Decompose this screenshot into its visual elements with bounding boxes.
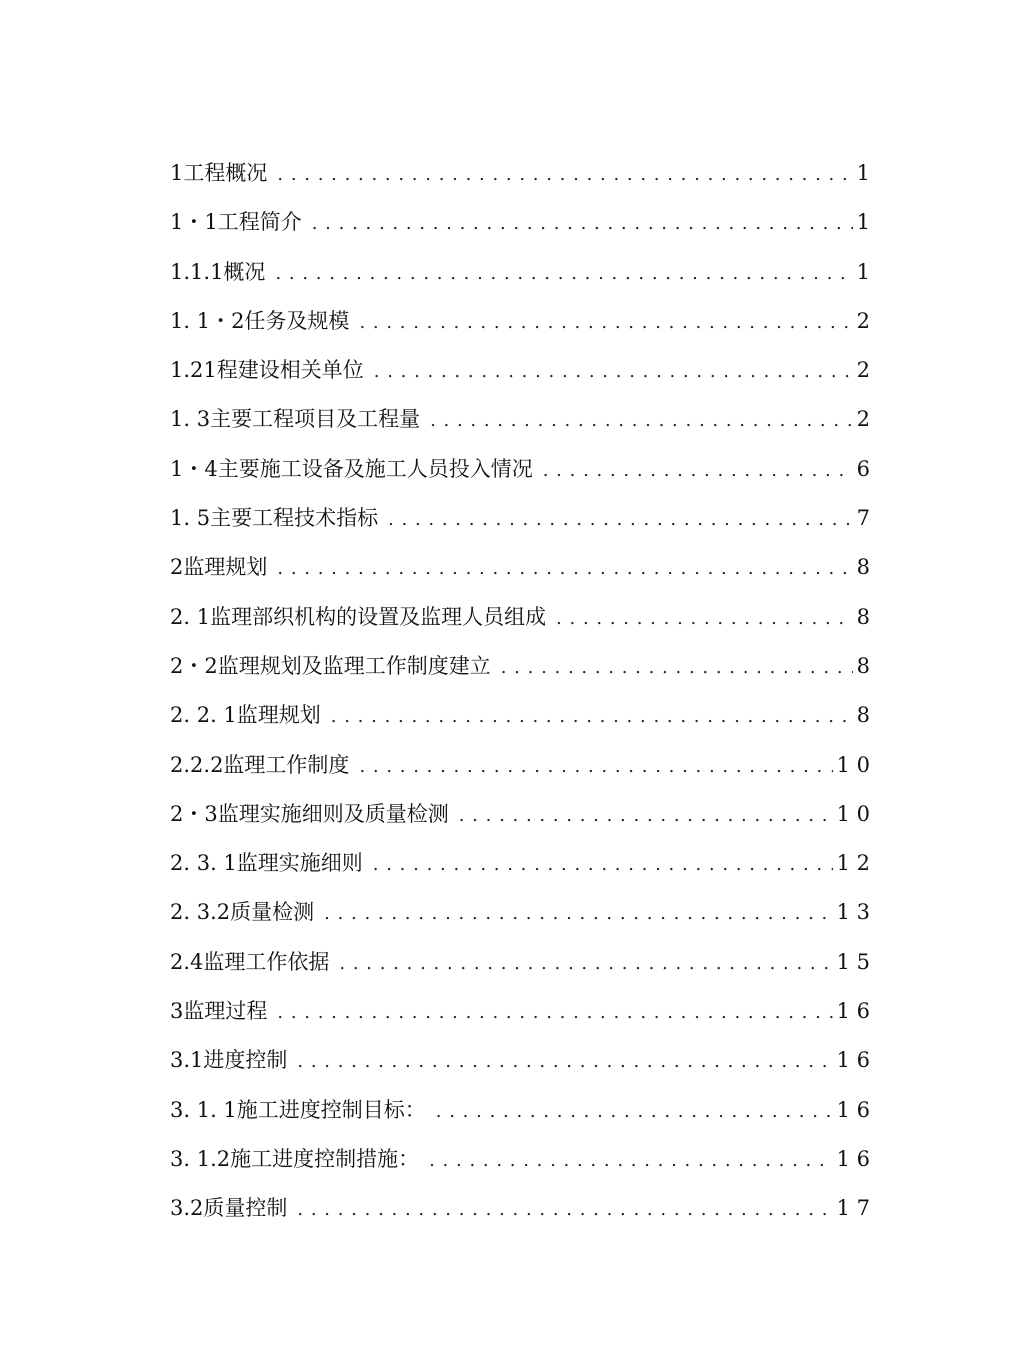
toc-dot-leader bbox=[388, 500, 853, 540]
toc-dot-leader bbox=[459, 796, 833, 836]
toc-entry-13[interactable] bbox=[170, 794, 870, 843]
toc-entry-0[interactable] bbox=[170, 153, 870, 202]
toc-entry-title: 3. 1.2施工进度控制措施： bbox=[170, 1146, 420, 1171]
toc-entry-page: 1 5 bbox=[836, 949, 870, 974]
toc-entry-page: 1 2 bbox=[836, 851, 870, 876]
toc-entry-title: 2・2监理规划及监理工作制度建立 bbox=[170, 653, 491, 678]
toc-entry-title: 3. 1. 1施工进度控制目标： bbox=[170, 1097, 426, 1122]
toc-dot-leader bbox=[429, 1141, 832, 1181]
toc-entry-title: 2. 1监理部织机构的设置及监理人员组成 bbox=[170, 604, 547, 629]
toc-entry-page: 1 6 bbox=[836, 1146, 870, 1171]
toc-entry-title: 2. 2. 1监理规划 bbox=[170, 703, 321, 728]
toc-entry-page: 1 bbox=[856, 210, 870, 235]
toc-dot-leader bbox=[436, 1092, 833, 1132]
toc-dot-leader bbox=[359, 747, 832, 787]
toc-entry-19[interactable] bbox=[170, 1090, 870, 1139]
toc-entry-title: 3监理过程 bbox=[170, 999, 268, 1024]
toc-dot-leader bbox=[373, 845, 833, 885]
table-of-contents bbox=[170, 153, 870, 1238]
toc-dot-leader bbox=[430, 401, 853, 441]
toc-entry-page: 1 6 bbox=[836, 1048, 870, 1073]
toc-entry-title: 2.4监理工作依据 bbox=[170, 949, 330, 974]
toc-entry-page: 8 bbox=[856, 555, 870, 580]
toc-entry-title: 1.21程建设相关单位 bbox=[170, 358, 364, 383]
toc-entry-title: 1. 3主要工程项目及工程量 bbox=[170, 407, 421, 432]
toc-entry-page: 8 bbox=[856, 653, 870, 678]
toc-entry-14[interactable] bbox=[170, 843, 870, 892]
toc-entry-page: 2 bbox=[856, 407, 870, 432]
toc-dot-leader bbox=[331, 697, 853, 737]
toc-entry-9[interactable] bbox=[170, 597, 870, 646]
toc-entry-20[interactable] bbox=[170, 1139, 870, 1188]
toc-entry-page: 1 0 bbox=[836, 801, 870, 826]
toc-dot-leader bbox=[359, 303, 852, 343]
toc-entry-7[interactable] bbox=[170, 498, 870, 547]
toc-entry-12[interactable] bbox=[170, 745, 870, 794]
toc-dot-leader bbox=[374, 352, 853, 392]
toc-entry-page: 8 bbox=[856, 703, 870, 728]
toc-dot-leader bbox=[277, 993, 832, 1033]
toc-entry-title: 1工程概况 bbox=[170, 161, 268, 185]
toc-entry-page: 1 3 bbox=[836, 900, 870, 925]
toc-entry-3[interactable] bbox=[170, 301, 870, 350]
toc-dot-leader bbox=[324, 894, 832, 934]
toc-dot-leader bbox=[339, 944, 832, 984]
toc-dot-leader bbox=[297, 1190, 832, 1230]
toc-entry-title: 2・3监理实施细则及质量检测 bbox=[170, 801, 449, 826]
toc-entry-17[interactable] bbox=[170, 991, 870, 1040]
toc-entry-2[interactable] bbox=[170, 252, 870, 301]
toc-entry-page: 2 bbox=[856, 308, 870, 333]
toc-dot-leader bbox=[543, 451, 853, 491]
toc-entry-title: 2监理规划 bbox=[170, 555, 268, 580]
toc-entry-title: 1.1.1概况 bbox=[170, 259, 266, 284]
toc-entry-page: 7 bbox=[856, 506, 870, 531]
toc-entry-16[interactable] bbox=[170, 942, 870, 991]
toc-entry-page: 1 bbox=[856, 161, 870, 185]
toc-dot-leader bbox=[297, 1042, 832, 1082]
toc-entry-10[interactable] bbox=[170, 646, 870, 695]
toc-entry-5[interactable] bbox=[170, 399, 870, 448]
toc-entry-title: 1・1工程简介 bbox=[170, 210, 302, 235]
toc-entry-15[interactable] bbox=[170, 892, 870, 941]
toc-dot-leader bbox=[275, 254, 852, 294]
toc-entry-page: 1 7 bbox=[836, 1196, 870, 1221]
toc-entry-page: 1 bbox=[856, 259, 870, 284]
toc-entry-page: 2 bbox=[856, 358, 870, 383]
toc-entry-page: 1 6 bbox=[836, 999, 870, 1024]
toc-entry-21[interactable] bbox=[170, 1188, 870, 1237]
toc-dot-leader bbox=[277, 155, 852, 195]
toc-entry-8[interactable] bbox=[170, 547, 870, 596]
toc-entry-page: 1 6 bbox=[836, 1097, 870, 1122]
toc-dot-leader bbox=[312, 204, 853, 244]
toc-entry-6[interactable] bbox=[170, 449, 870, 498]
toc-entry-title: 1. 1・2任务及规模 bbox=[170, 308, 350, 333]
toc-entry-title: 1. 5主要工程技术指标 bbox=[170, 506, 379, 531]
toc-entry-title: 1・4主要施工设备及施工人员投入情况 bbox=[170, 456, 533, 481]
toc-entry-title: 2.2.2监理工作制度 bbox=[170, 752, 350, 777]
toc-entry-1[interactable] bbox=[170, 202, 870, 251]
toc-entry-page: 8 bbox=[856, 604, 870, 629]
toc-entry-title: 2. 3. 1监理实施细则 bbox=[170, 851, 363, 876]
toc-dot-leader bbox=[556, 599, 853, 639]
toc-entry-page: 1 0 bbox=[836, 752, 870, 777]
toc-entry-11[interactable] bbox=[170, 695, 870, 744]
toc-entry-18[interactable] bbox=[170, 1040, 870, 1089]
toc-entry-page: 6 bbox=[856, 456, 870, 481]
toc-entry-title: 2. 3.2质量检测 bbox=[170, 900, 315, 925]
toc-dot-leader bbox=[277, 549, 852, 589]
toc-entry-title: 3.2质量控制 bbox=[170, 1196, 288, 1221]
toc-dot-leader bbox=[501, 648, 853, 688]
toc-entry-title: 3.1进度控制 bbox=[170, 1048, 288, 1073]
toc-entry-4[interactable] bbox=[170, 350, 870, 399]
